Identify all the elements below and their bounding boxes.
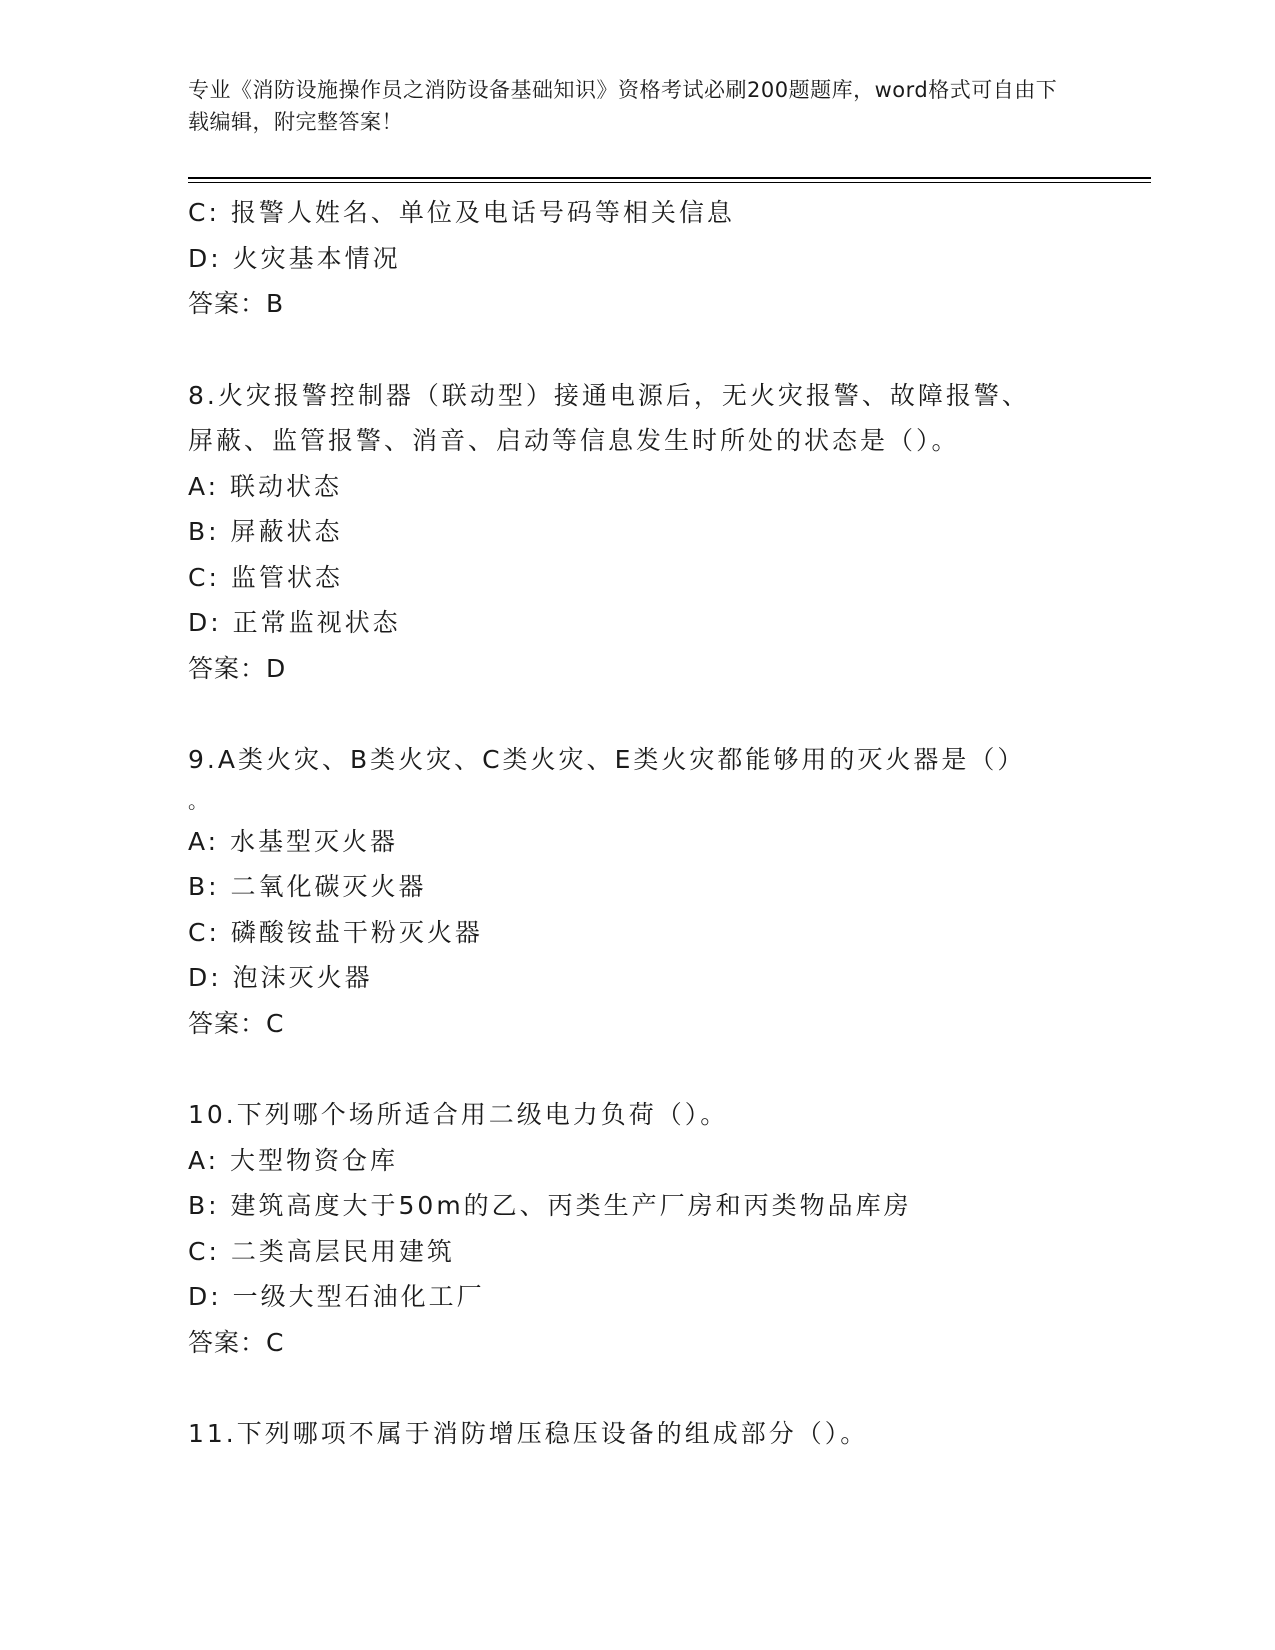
answer: 答案：C bbox=[188, 1008, 285, 1038]
option-b: B: 二氧化碳灭火器 bbox=[188, 872, 427, 901]
question-stem: 9.A类火灾、B类火灾、C类火灾、E类火灾都能够用的灭火器是（） bbox=[188, 745, 1026, 774]
prev-answer: 答案：B bbox=[188, 289, 285, 318]
question-list bbox=[188, 190, 1088, 1457]
spacer bbox=[188, 1365, 1088, 1411]
option-c: C: 磷酸铵盐干粉灭火器 bbox=[188, 917, 483, 947]
option-a: A: 水基型灭火器 bbox=[188, 826, 399, 856]
answer: 答案：D bbox=[188, 653, 287, 683]
option-b: B: 建筑高度大于50m的乙、丙类生产厂房和丙类物品库房 bbox=[188, 1191, 912, 1220]
question-stem-cont: 。 bbox=[188, 788, 211, 813]
answer: 答案：C bbox=[188, 1327, 285, 1357]
option-d: D: 泡沫灭火器 bbox=[188, 963, 373, 992]
question-11 bbox=[188, 1411, 1088, 1457]
spacer bbox=[188, 327, 1088, 373]
option-d: D: 正常监视状态 bbox=[188, 608, 401, 637]
document-header bbox=[188, 74, 1068, 138]
question-9 bbox=[188, 737, 1088, 1046]
question-stem: 8.火灾报警控制器（联动型）接通电源后，无火灾报警、故障报警、 bbox=[188, 380, 1030, 410]
spacer bbox=[188, 1046, 1088, 1092]
prev-option-c: C: 报警人姓名、单位及电话号码等相关信息 bbox=[188, 198, 735, 227]
option-d: D: 一级大型石油化工厂 bbox=[188, 1282, 485, 1311]
option-a: A: 大型物资仓库 bbox=[188, 1145, 399, 1175]
spacer bbox=[188, 691, 1088, 737]
question-10 bbox=[188, 1092, 1088, 1365]
option-b: B: 屏蔽状态 bbox=[188, 517, 343, 546]
question-stem: 10.下列哪个场所适合用二级电力负荷（）。 bbox=[188, 1100, 729, 1129]
question-stem-cont: 屏蔽、监管报警、消音、启动等信息发生时所处的状态是（）。 bbox=[188, 426, 960, 455]
option-a: A: 联动状态 bbox=[188, 471, 343, 501]
prev-option-d: D: 火灾基本情况 bbox=[188, 243, 401, 273]
option-c: C: 监管状态 bbox=[188, 562, 343, 592]
question-8 bbox=[188, 373, 1088, 692]
header-rule-thin bbox=[188, 182, 1151, 183]
header-rule-thick bbox=[188, 177, 1151, 179]
question-stem: 11.下列哪项不属于消防增压稳压设备的组成部分（）。 bbox=[188, 1419, 869, 1448]
option-c: C: 二类高层民用建筑 bbox=[188, 1236, 455, 1266]
header-text: 专业《消防设施操作员之消防设备基础知识》资格考试必刷200题题库，word格式可自由下载编辑，附完整答案！ bbox=[188, 78, 1058, 134]
